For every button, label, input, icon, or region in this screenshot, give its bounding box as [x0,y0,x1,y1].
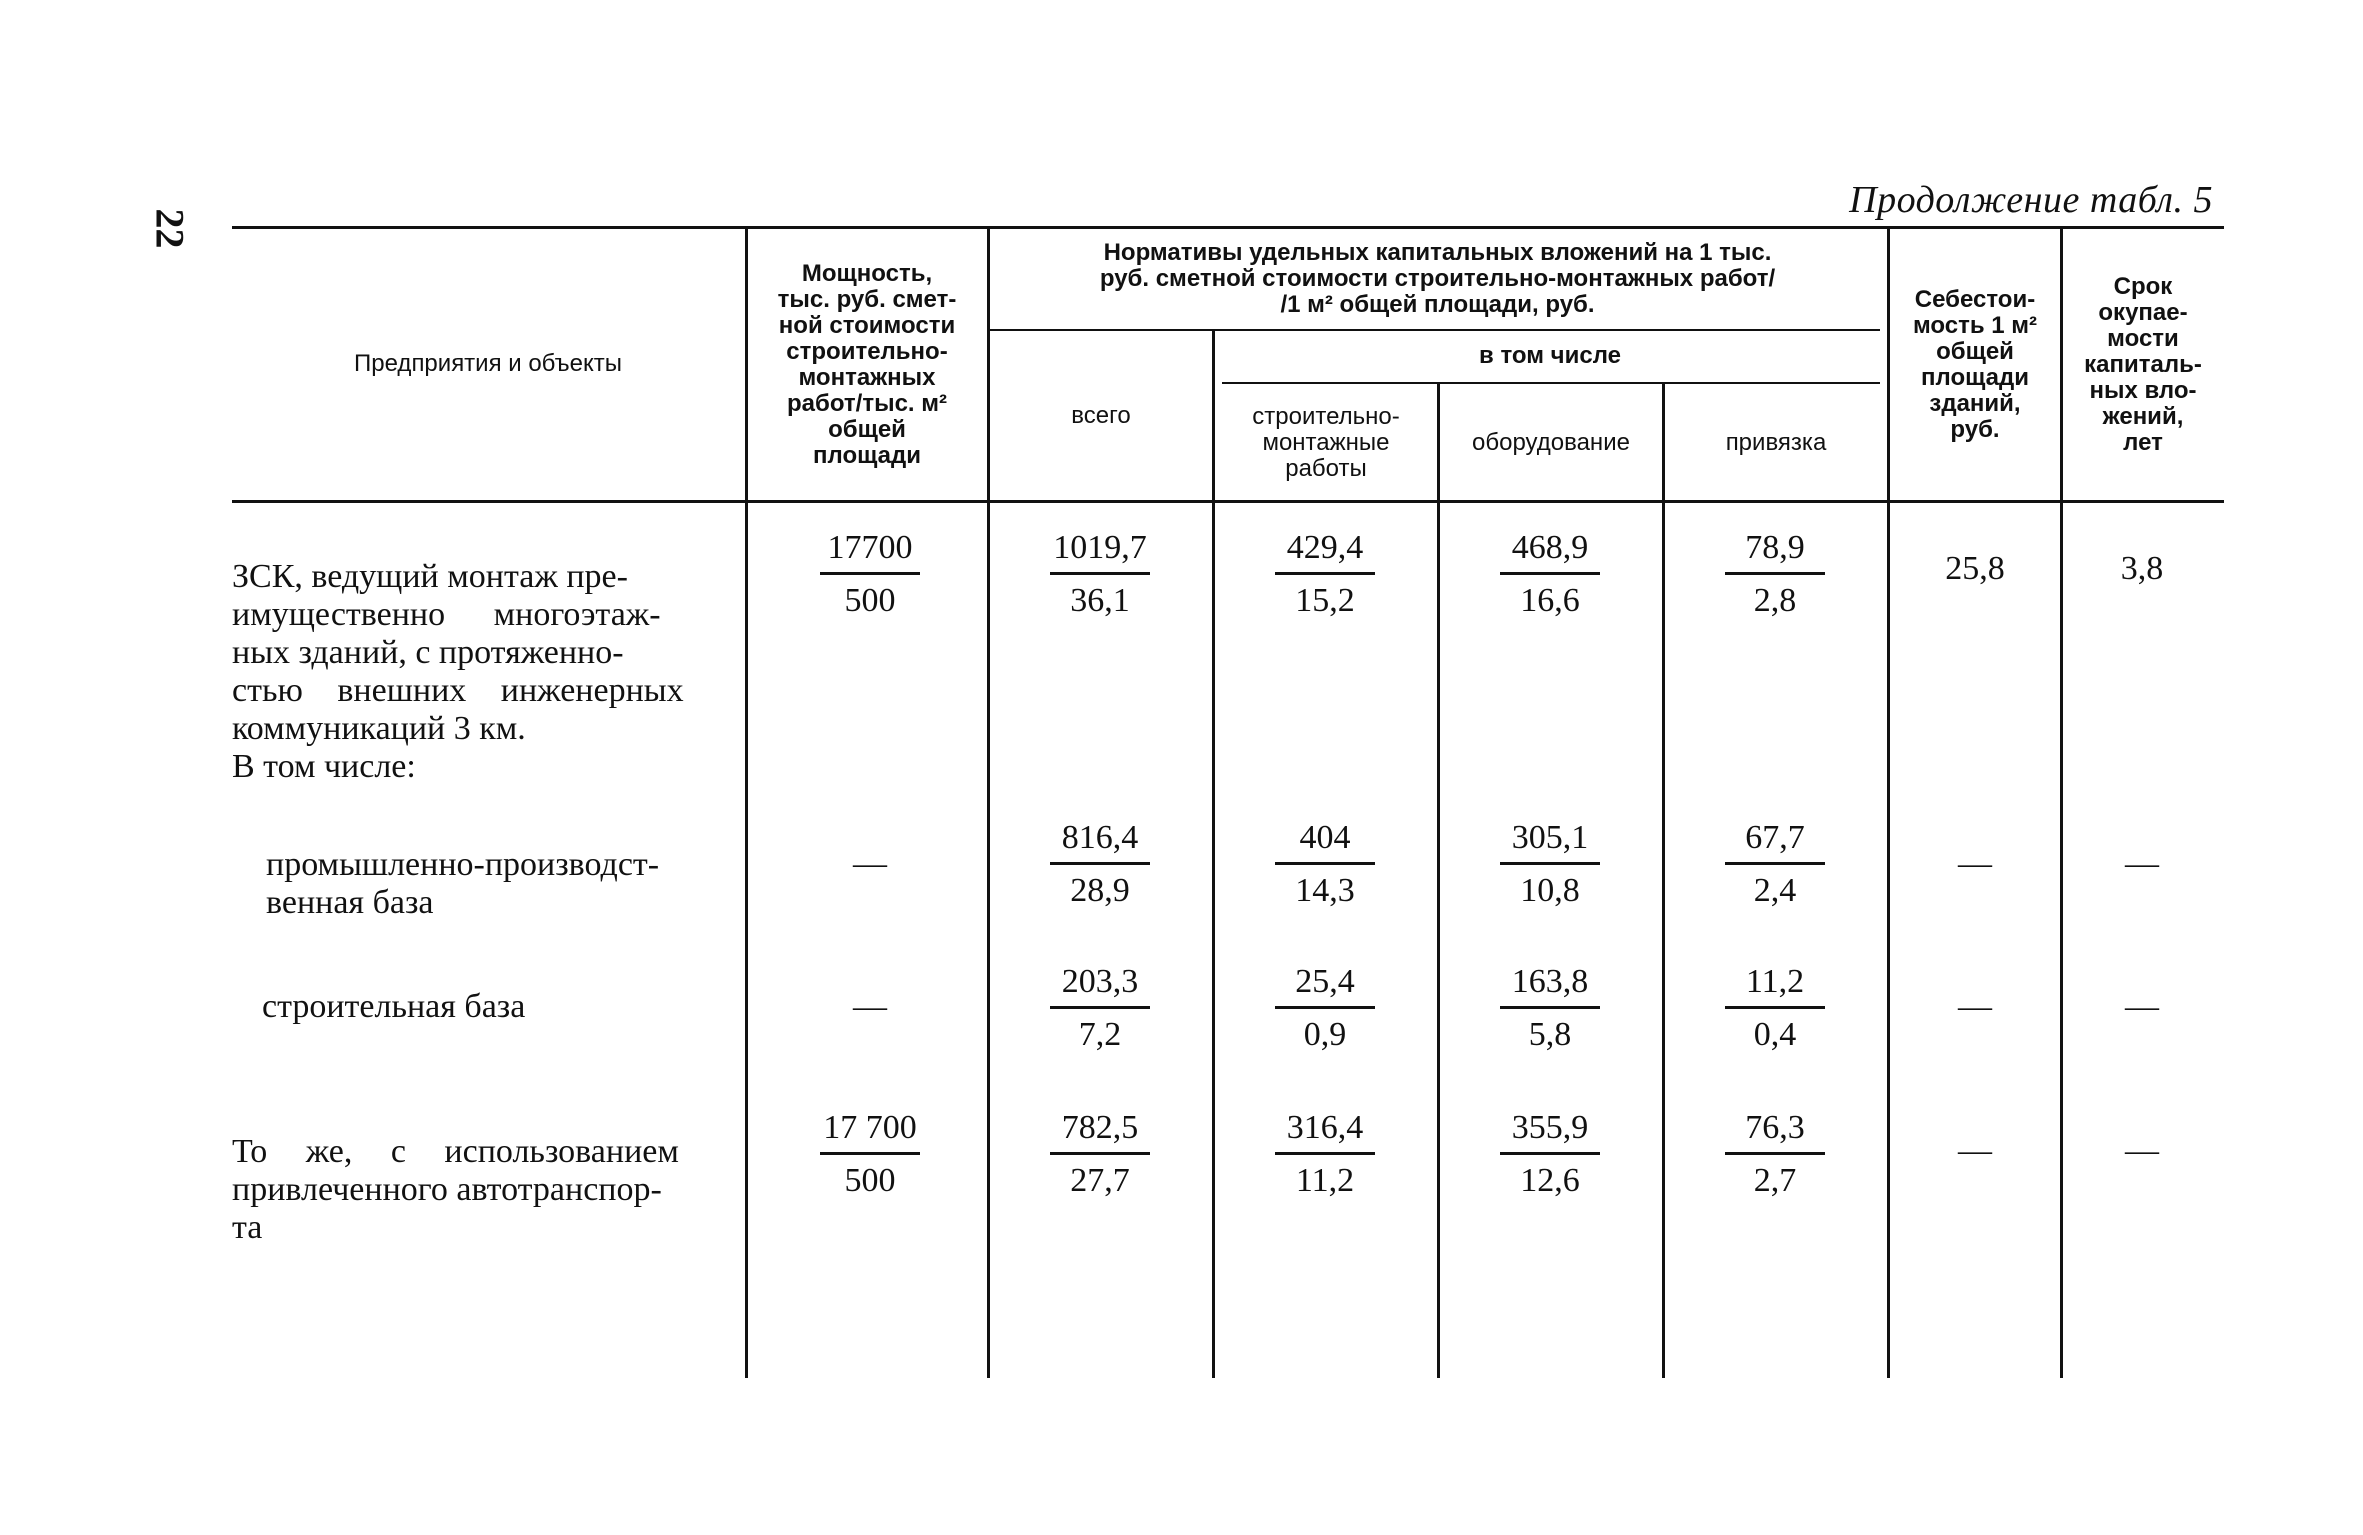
cell-equipment [1490,962,1610,1055]
cell-binding [1715,962,1835,1055]
header-norms-line: Нормативы удельных капитальных вложений на 1 тыс. [1103,239,1772,266]
header-payback-line: окупае- [2098,299,2188,326]
fraction-bar [1050,862,1150,865]
value-numerator: 76,3 [1745,1109,1805,1146]
value-numerator: 1019,7 [1053,529,1147,566]
group-header-rule [990,329,1880,331]
header-payback-line: жений, [2102,403,2184,430]
cell-payback: — [2125,845,2159,882]
cell-equipment [1490,818,1610,911]
header-norms-group [990,232,1885,326]
fraction-bar [820,1152,920,1155]
cell-binding [1715,528,1835,621]
value-denominator: 0,4 [1753,1016,1797,1053]
header-smr-line: строительно- [1252,402,1400,430]
value-denominator: 27,7 [1070,1162,1130,1199]
cell-power [810,1108,930,1201]
cell-smr [1265,528,1385,621]
header-payback-line: ных вло- [2089,377,2197,404]
label-line: промышленно-производст- [266,846,660,883]
value-numerator: 78,9 [1745,529,1805,566]
fraction-bar [1725,572,1825,575]
value-numerator: 17700 [827,529,913,566]
value-denominator: 2,7 [1753,1162,1797,1199]
fraction-bar [1050,1152,1150,1155]
value-numerator: 816,4 [1061,819,1139,856]
label-line: В том числе: [232,748,416,785]
col-divider-5 [1662,383,1665,1378]
cell-power: — [853,988,887,1025]
header-binding: привязка [1725,428,1827,456]
label-line: коммуникаций 3 км. [232,710,526,747]
cell-total [1040,818,1160,911]
cell-total [1040,528,1160,621]
header-payback-line: капиталь- [2084,351,2202,378]
value-numerator: 429,4 [1286,529,1364,566]
cell-power: — [853,845,887,882]
label-line: стью внешних инженерных [232,672,684,709]
header-smr-line: работы [1285,454,1367,482]
fraction-bar [1500,1006,1600,1009]
header-payback-line: лет [2123,429,2163,456]
value-denominator: 10,8 [1520,872,1580,909]
cell-cost: — [1958,1132,1992,1169]
header-power-line: монтажных [798,364,936,391]
value-denominator: 12,6 [1520,1162,1580,1199]
fraction-bar [1275,1152,1375,1155]
header-norms-line: /1 м² общей площади, руб. [1280,291,1595,318]
label-line: ных зданий, с протяженно- [232,634,624,671]
header-norms-line: руб. сметной стоимости строительно-монтажных работ/ [1099,265,1776,292]
header-cost-line: площади [1921,364,2029,391]
value-denominator: 15,2 [1295,582,1355,619]
header-power [748,240,986,490]
header-cost-line: общей [1936,338,2014,365]
fraction-bar [1500,572,1600,575]
value-denominator: 16,6 [1520,582,1580,619]
value-numerator: 782,5 [1061,1109,1139,1146]
value-denominator: 2,4 [1753,872,1797,909]
header-bottom-rule [232,500,2224,503]
row-label-same-with-transport [232,1133,712,1247]
value-denominator: 14,3 [1295,872,1355,909]
label-line: привлеченного автотранспор- [232,1171,662,1208]
fraction-bar [1275,1006,1375,1009]
header-cost-line: мость 1 м² [1912,312,2038,339]
fraction-bar [820,572,920,575]
label-line: То же, с использованием [232,1133,679,1170]
label-line: строительная база [262,988,526,1025]
label-line: имущественно многоэтаж- [232,596,661,633]
col-divider-4 [1437,383,1440,1378]
header-power-line: ной стоимости [778,312,956,339]
fraction-bar [1500,862,1600,865]
value-numerator: 404 [1299,819,1351,856]
cell-binding [1715,1108,1835,1201]
value-denominator: 5,8 [1528,1016,1572,1053]
value-denominator: 28,9 [1070,872,1130,909]
fraction-bar [1050,572,1150,575]
value-numerator: 67,7 [1745,819,1805,856]
fraction-bar [1725,862,1825,865]
value-denominator: 36,1 [1070,582,1130,619]
header-power-line: работ/тыс. м² [787,390,947,417]
header-equipment: оборудование [1472,428,1630,456]
value-numerator: 203,3 [1061,963,1139,1000]
header-in-that-number: в том числе [1479,342,1621,369]
cell-total [1040,1108,1160,1201]
cell-payback: — [2125,988,2159,1025]
row-label-construction-base [262,988,722,1026]
subgroup-header-rule [1222,382,1880,384]
page-number: 22 [147,208,193,249]
cell-cost: 25,8 [1945,550,2005,587]
value-numerator: 11,2 [1745,963,1805,1000]
cell-smr [1265,818,1385,911]
value-denominator: 0,9 [1303,1016,1347,1053]
header-power-line: площади [813,442,921,469]
header-objects: Предприятия и объекты [354,350,622,377]
cell-equipment [1490,528,1610,621]
cell-smr [1265,1108,1385,1201]
value-numerator: 316,4 [1286,1109,1364,1146]
label-line: та [232,1209,263,1246]
header-payback [2063,240,2223,490]
value-denominator: 7,2 [1078,1016,1122,1053]
value-numerator: 305,1 [1511,819,1589,856]
fraction-bar [1050,1006,1150,1009]
fraction-bar [1500,1152,1600,1155]
header-total: всего [1071,402,1131,429]
fraction-bar [1275,862,1375,865]
header-cost-line: Себестои- [1914,286,2036,313]
value-numerator: 163,8 [1511,963,1589,1000]
cell-payback: 3,8 [2120,550,2164,587]
value-numerator: 355,9 [1511,1109,1589,1146]
header-power-line: общей [828,416,906,443]
cell-equipment [1490,1108,1610,1201]
cell-power [810,528,930,621]
value-numerator: 17 700 [823,1109,917,1146]
header-power-line: тыс. руб. смет- [777,286,957,313]
header-power-line: Мощность, [801,260,933,287]
value-denominator: 11,2 [1295,1162,1355,1199]
header-smr [1215,385,1437,500]
label-line: венная база [266,884,434,921]
fraction-bar [1725,1006,1825,1009]
cell-binding [1715,818,1835,911]
header-payback-line: Срок [2113,273,2173,300]
value-numerator: 25,4 [1295,963,1355,1000]
value-numerator: 468,9 [1511,529,1589,566]
label-line: ЗСК, ведущий монтаж пре- [232,558,628,595]
header-payback-line: мости [2107,325,2179,352]
header-power-line: строительно- [786,338,948,365]
header-cost-line: руб. [1950,416,2000,443]
header-cost-line: зданий, [1929,390,2021,417]
cell-total [1040,962,1160,1055]
cell-cost: — [1958,845,1992,882]
table-caption: Продолжение табл. 5 [1849,179,2213,221]
header-cost [1890,240,2060,490]
header-smr-line: монтажные [1262,428,1390,456]
cell-payback: — [2125,1132,2159,1169]
value-denominator: 500 [844,582,896,619]
cell-cost: — [1958,988,1992,1025]
fraction-bar [1725,1152,1825,1155]
value-denominator: 500 [844,1162,896,1199]
row-label-industrial-base [266,846,726,922]
value-denominator: 2,8 [1753,582,1797,619]
row-label-zsk [232,558,712,786]
fraction-bar [1275,572,1375,575]
cell-smr [1265,962,1385,1055]
